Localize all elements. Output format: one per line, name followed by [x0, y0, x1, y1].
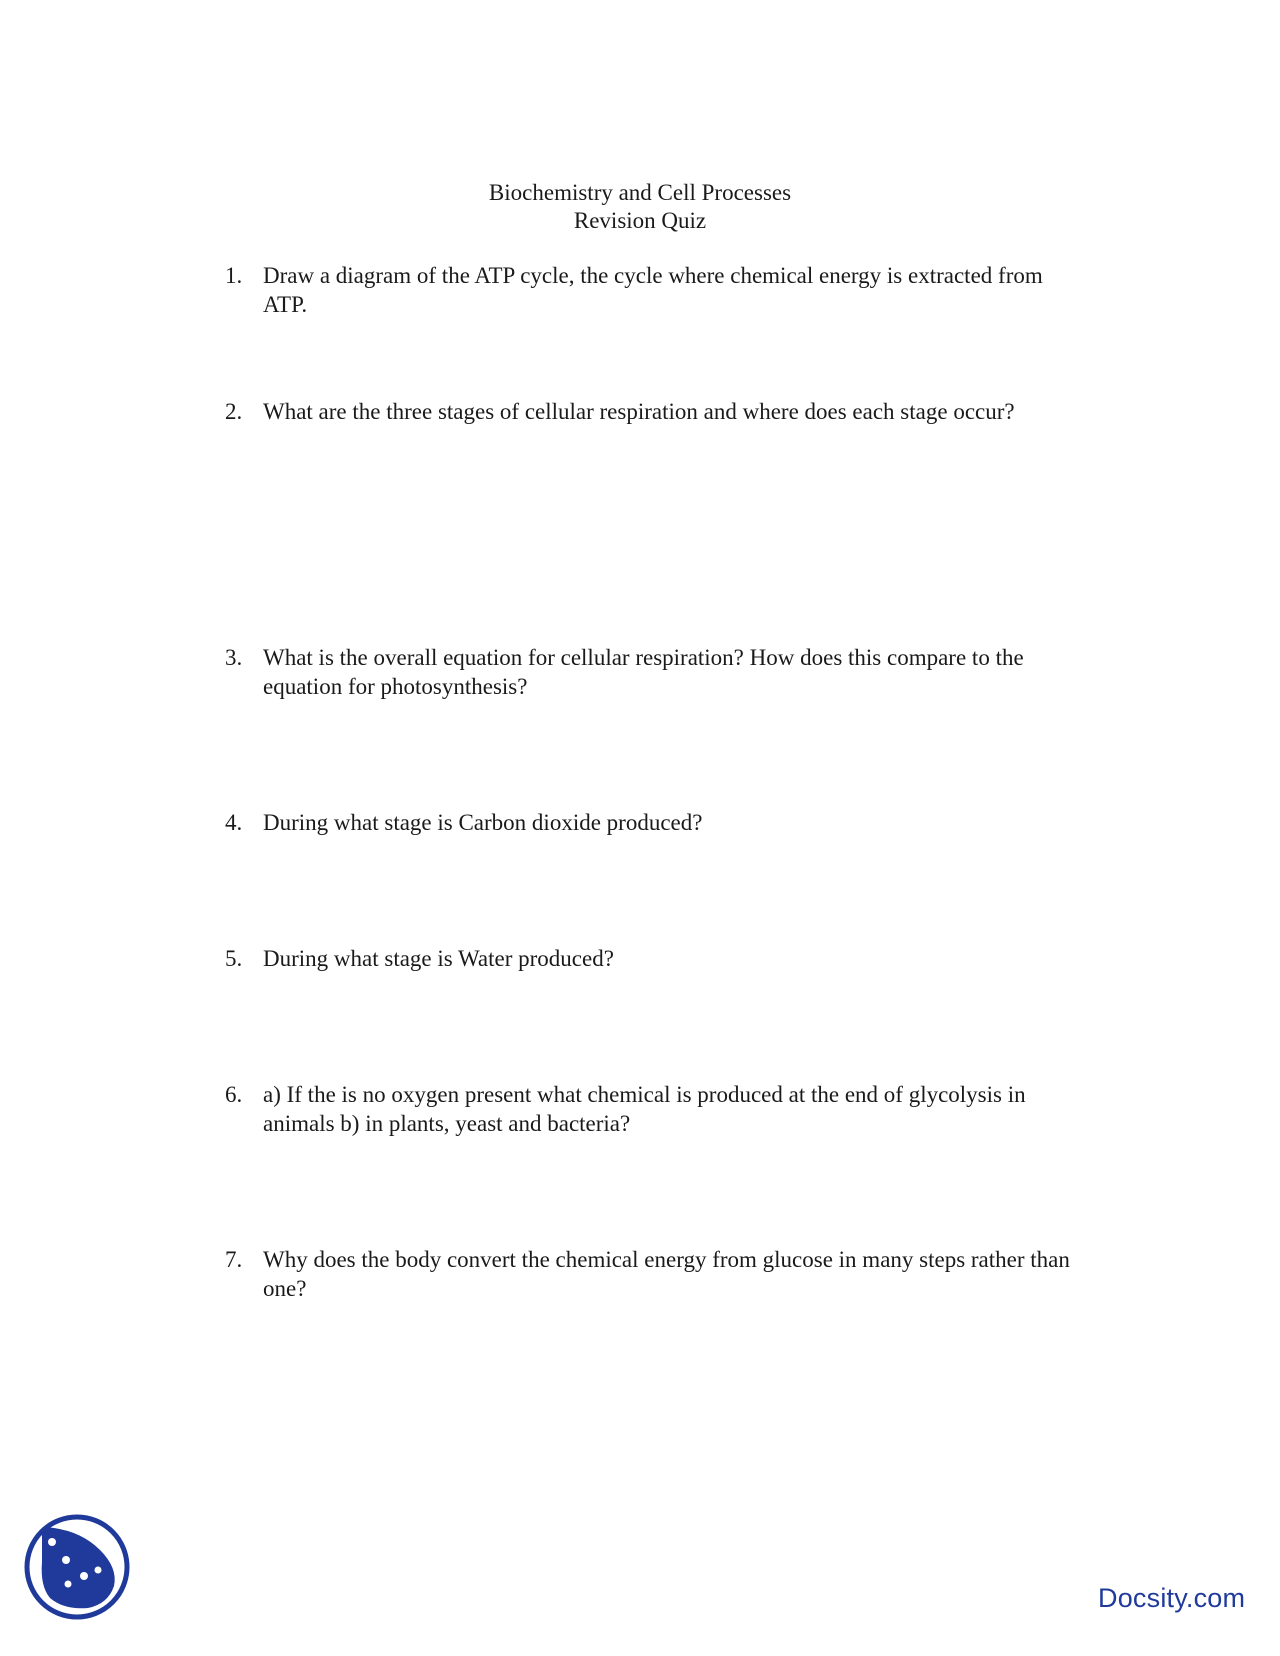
question-item	[225, 944, 1085, 973]
question-item	[225, 643, 1085, 701]
document-subtitle: Revision Quiz	[573, 208, 707, 233]
question-item	[225, 1080, 1085, 1138]
question-item	[225, 261, 1085, 319]
question-number: 5.	[225, 946, 243, 971]
question-item	[225, 808, 1085, 837]
question-text: What are the three stages of cellular respiration and where does each stage occur?	[263, 399, 1015, 424]
question-item	[225, 397, 1085, 426]
question-text: Draw a diagram of the ATP cycle, the cycle where chemical energy is extracted from ATP.	[263, 263, 1043, 317]
question-number: 4.	[225, 810, 243, 835]
question-number: 7.	[225, 1247, 243, 1272]
question-number: 1.	[225, 263, 243, 288]
question-number: 2.	[225, 399, 243, 424]
question-text: Why does the body convert the chemical energy from glucose in many steps rather than one?	[263, 1247, 1070, 1301]
question-text: During what stage is Water produced?	[263, 946, 614, 971]
question-text: a) If the is no oxygen present what chemical is produced at the end of glycolysis in animals b) in plants, yeast and bacteria?	[263, 1082, 1026, 1136]
question-number: 3.	[225, 645, 243, 670]
question-number: 6.	[225, 1082, 243, 1107]
question-item	[225, 1245, 1085, 1303]
docsity-brand-link[interactable]: Docsity.com	[1098, 1583, 1246, 1613]
question-text: During what stage is Carbon dioxide produced?	[263, 810, 703, 835]
document-title: Biochemistry and Cell Processes	[488, 180, 792, 205]
question-text: What is the overall equation for cellular respiration? How does this compare to the equation for photosynthesis?	[263, 645, 1024, 699]
docsity-logo-icon[interactable]	[22, 1512, 132, 1622]
